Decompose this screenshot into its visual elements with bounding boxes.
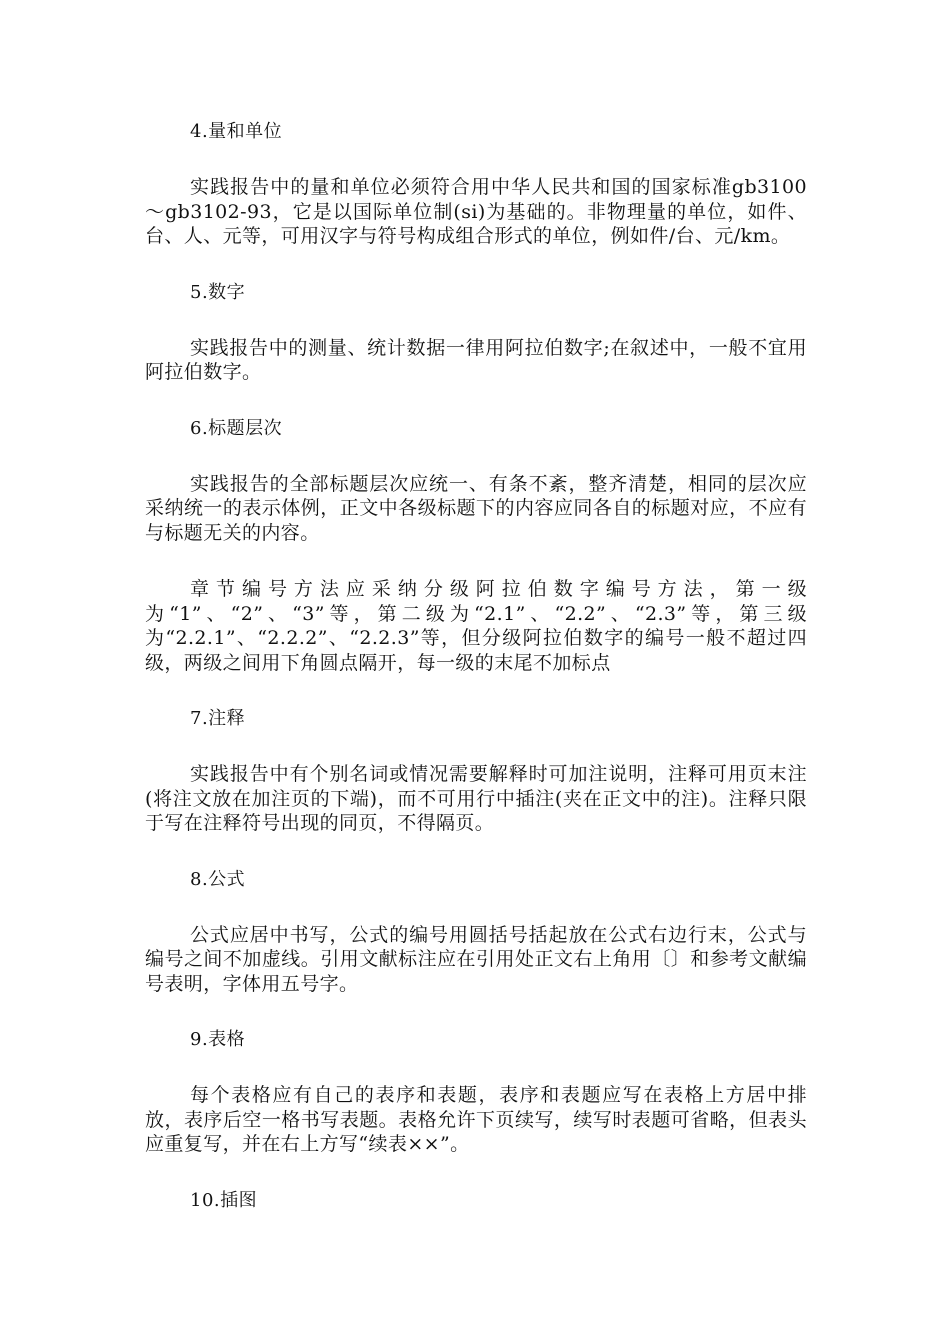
paragraph-notes: 实践报告中有个别名词或情况需要解释时可加注说明，注释可用页末注(将注文放在加注页的下端)，而不可用行中插注(夹在正文中的注)。注释只限于写在注释符号出现的同页，不得隔页。 — [145, 763, 807, 834]
paragraph-formulas: 公式应居中书写，公式的编号用圆括号括起放在公式右边行末，公式与编号之间不加虚线。引用文献标注应在引用处正文右上角用〔〕和参考文献编号表明，字体用五号字。 — [145, 923, 807, 995]
paragraph-numbers: 实践报告中的测量、统计数据一律用阿拉伯数字;在叙述中，一般不宜用阿拉伯数字。 — [145, 336, 807, 383]
paragraph-units: 实践报告中的量和单位必须符合用中华人民共和国的国家标准gb3100～gb3102-93，它是以国际单位制(si)为基础的。非物理量的单位，如件、台、人、元等，可用汉字与符号构成组合形式的单位，例如件/台、元/km。 — [145, 176, 807, 247]
section-heading-figures: 10.插图 — [190, 1189, 258, 1211]
paragraph-chapter-numbering: 章节编号方法应采纳分级阿拉伯数字编号方法，第一级为“1”、“2”、“3”等，第二级为“2.1”、“2.2”、“2.3”等，第三级为“2.2.1”、“2.2.2”、“2.2.3”等，但分级阿拉伯数字的编号一般不超过四级，两级之间用下角圆点隔开，每一级的末尾不加标点 — [145, 578, 807, 674]
section-heading-units: 4.量和单位 — [190, 121, 283, 142]
section-heading-title-levels: 6.标题层次 — [190, 417, 283, 439]
paragraph-title-levels: 实践报告的全部标题层次应统一、有条不紊，整齐清楚，相同的层次应采纳统一的表示体例，正文中各级标题下的内容应同各自的标题对应，不应有与标题无关的内容。 — [145, 472, 807, 544]
paragraph-tables: 每个表格应有自己的表序和表题，表序和表题应写在表格上方居中排放，表序后空一格书写表题。表格允许下页续写，续写时表题可省略，但表头应重复写，并在右上方写“续表××”。 — [145, 1084, 807, 1155]
section-heading-notes: 7.注释 — [190, 708, 246, 729]
section-heading-tables: 9.表格 — [190, 1029, 246, 1050]
document-body — [145, 120, 807, 1244]
section-heading-numbers: 5.数字 — [190, 281, 246, 303]
section-heading-formulas: 8.公式 — [190, 868, 246, 890]
